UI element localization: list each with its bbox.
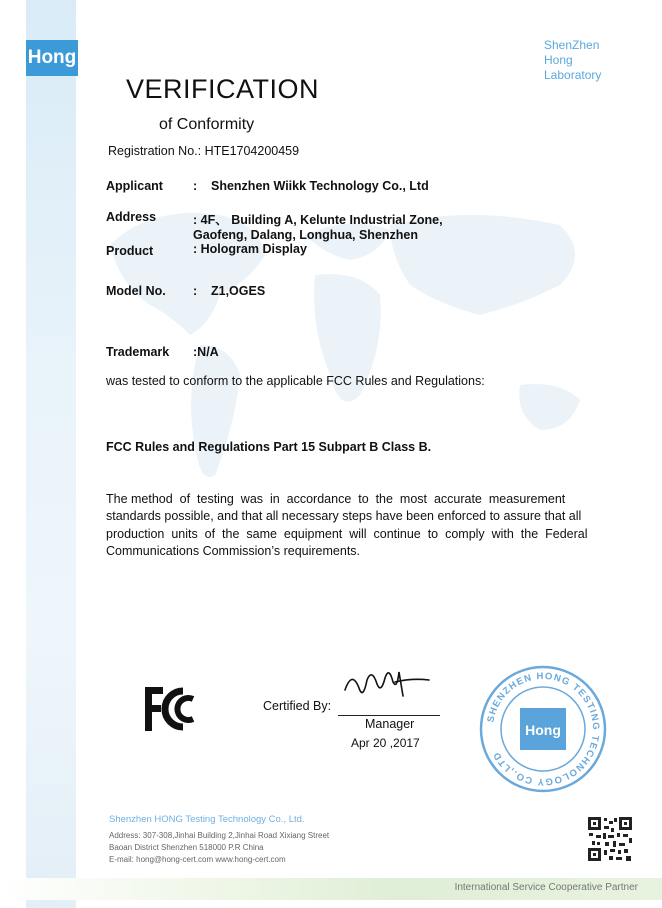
- method-line: standards possible, and that all necessary steps have been enforced to assure that all: [106, 509, 582, 524]
- certification-date: Apr 20 ,2017: [351, 736, 420, 750]
- address-line-1: : 4F、 Building A, Kelunte Industrial Zone,: [193, 213, 443, 227]
- model-value: Z1,OGES: [211, 284, 266, 298]
- document-title: VERIFICATION: [126, 74, 320, 104]
- seal-ring-text: SHENZHEN HONG TESTING TECHNOLOGY CO.,LTD: [485, 670, 602, 788]
- footer-address-line-2: Baoan District Shenzhen 518000 P.R China: [109, 843, 264, 852]
- product-label: Product: [106, 244, 154, 258]
- address-label: Address: [106, 210, 157, 224]
- company-seal-icon: [478, 664, 608, 794]
- applicant-colon: :: [193, 179, 198, 193]
- method-line: production units of the same equipment will continue to comply with the Federal: [106, 526, 588, 541]
- product-value: : Hologram Display: [193, 242, 307, 256]
- qr-code-icon: [587, 816, 633, 862]
- model-label: Model No.: [106, 284, 166, 298]
- footer-address-line-1: Address: 307-308,Jinhai Building 2,Jinhai Road Xixiang Street: [109, 831, 330, 840]
- registration-number: Registration No.: HTE1704200459: [108, 144, 300, 158]
- method-line: The method of testing was in accordance to the most accurate measurement: [106, 492, 566, 506]
- partner-tagline: International Service Cooperative Partner: [454, 882, 638, 893]
- footer-contact: E-mail: hong@hong-cert.com www.hong-cert.com: [109, 855, 286, 864]
- tested-statement: was tested to conform to the applicable FCC Rules and Regulations:: [106, 374, 485, 388]
- fcc-logo-icon: [143, 685, 201, 733]
- lab-name: ShenZhen Hong Laboratory: [544, 38, 602, 82]
- footer-company-name: Shenzhen HONG Testing Technology Co., Ltd.: [109, 814, 305, 825]
- trademark-value: :N/A: [193, 345, 219, 359]
- address-line-2: Gaofeng, Dalang, Longhua, Shenzhen: [193, 228, 419, 242]
- seal-center-text: Hong: [525, 722, 561, 738]
- trademark-label: Trademark: [106, 345, 170, 359]
- certified-by-label: Certified By:: [263, 699, 332, 713]
- document-subtitle: of Conformity: [159, 116, 255, 133]
- signature-line: [338, 715, 440, 716]
- signature: [337, 660, 432, 705]
- fcc-rules-statement: FCC Rules and Regulations Part 15 Subpart B Class B.: [106, 440, 432, 454]
- manager-title: Manager: [365, 717, 415, 731]
- hong-logo: Hong: [26, 40, 78, 76]
- left-decorative-band: [26, 0, 76, 908]
- applicant-label: Applicant: [106, 179, 163, 193]
- method-line: Communications Commission’s requirements.: [106, 543, 361, 558]
- model-colon: :: [193, 284, 198, 298]
- method-paragraph: [106, 491, 588, 560]
- applicant-value: Shenzhen Wiikk Technology Co., Ltd: [211, 179, 429, 193]
